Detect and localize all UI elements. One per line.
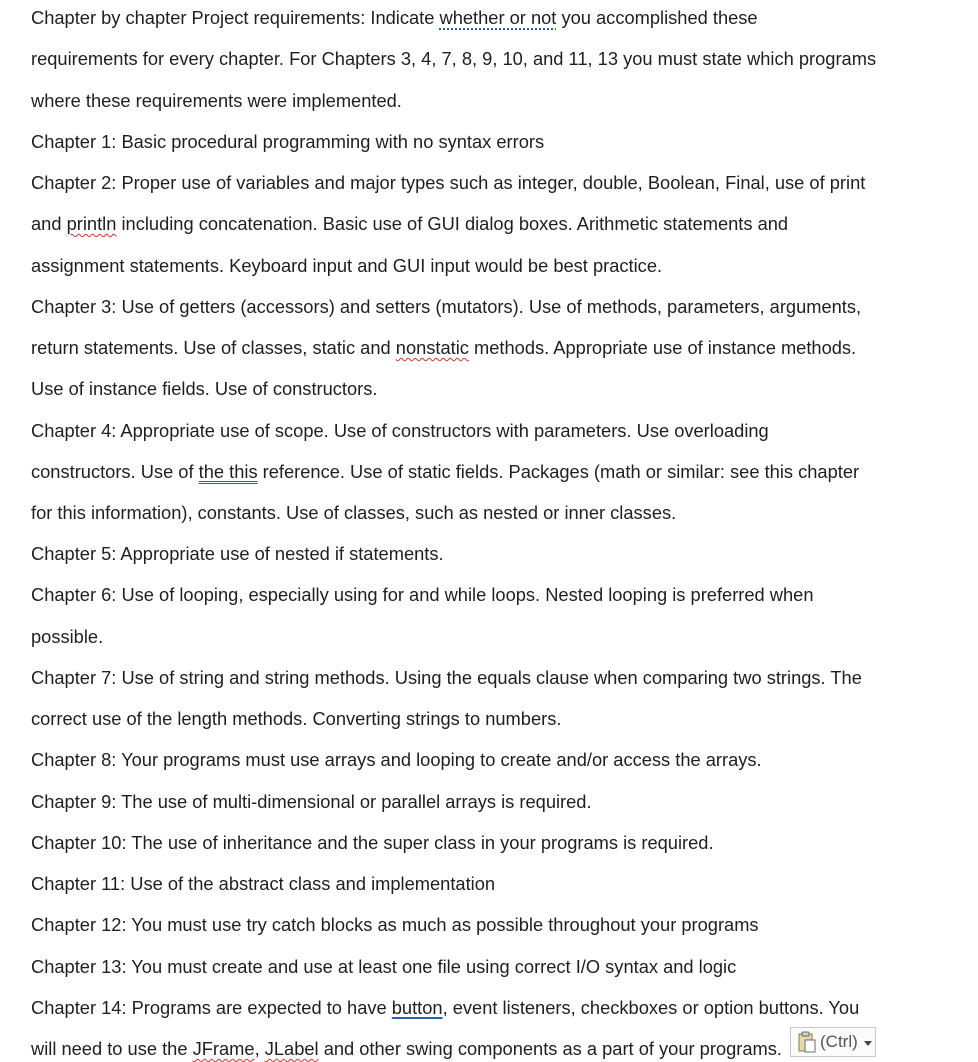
line-8: Chapter 3: Use of getters (accessors) and setters (mutators). Use of methods, parameters, arguments, xyxy=(31,296,862,317)
line-6 xyxy=(31,211,788,237)
text-run: , event listeners, checkboxes or option buttons. You xyxy=(442,997,860,1018)
line-7: assignment statements. Keyboard input and GUI input would be best practice. xyxy=(31,255,663,276)
line-14: Chapter 5: Appropriate use of nested if statements. xyxy=(31,543,444,564)
text-run: and xyxy=(31,213,67,234)
paste-options-label: (Ctrl) xyxy=(820,1032,858,1051)
line-1 xyxy=(31,5,758,31)
text-run: return statements. Use of classes, static and xyxy=(31,337,396,358)
text-run: including concatenation. Basic use of GUI dialog boxes. Arithmetic statements and xyxy=(116,213,789,234)
paste-options-button[interactable] xyxy=(790,1027,876,1057)
grammar-flag-whether-or-not[interactable]: whether or not xyxy=(439,7,557,28)
line-9 xyxy=(31,335,856,361)
line-5: Chapter 2: Proper use of variables and major types such as integer, double, Boolean, Final, use of print xyxy=(31,172,866,193)
line-20: Chapter 9: The use of multi-dimensional or parallel arrays is required. xyxy=(31,791,592,812)
line-3: where these requirements were implemented. xyxy=(31,90,402,111)
text-run: reference. Use of static fields. Packages (math or similar: see this chapter xyxy=(257,461,860,482)
line-16: possible. xyxy=(31,626,104,647)
line-17: Chapter 7: Use of string and string methods. Using the equals clause when comparing two strings. The xyxy=(31,667,862,688)
line-4: Chapter 1: Basic procedural programming with no syntax errors xyxy=(31,131,545,152)
text-run: Chapter 14: Programs are expected to have xyxy=(31,997,392,1018)
line-21: Chapter 10: The use of inheritance and the super class in your programs is required. xyxy=(31,832,714,853)
spelling-flag-jframe[interactable]: JFrame xyxy=(192,1038,255,1059)
text-run: Chapter by chapter Project requirements: Indicate xyxy=(31,7,440,28)
spelling-flag-jlabel[interactable]: JLabel xyxy=(264,1038,319,1059)
line-22: Chapter 11: Use of the abstract class and implementation xyxy=(31,873,496,894)
line-12 xyxy=(31,459,859,485)
text-run: constructors. Use of xyxy=(31,461,199,482)
line-18: correct use of the length methods. Converting strings to numbers. xyxy=(31,708,562,729)
text-run: will need to use the xyxy=(31,1038,193,1059)
chevron-down-icon xyxy=(864,1041,872,1046)
text-run: you accomplished these xyxy=(556,7,758,28)
text-run: and other swing components as a part of your programs. xyxy=(318,1038,782,1059)
line-10: Use of instance fields. Use of constructors. xyxy=(31,378,378,399)
grammar-flag-the-this[interactable]: the this xyxy=(198,461,258,482)
line-26 xyxy=(31,1036,782,1062)
line-25 xyxy=(31,995,859,1021)
spelling-flag-println[interactable]: println xyxy=(66,213,117,234)
line-11: Chapter 4: Appropriate use of scope. Use of constructors with parameters. Use overloading xyxy=(31,420,769,441)
clipboard-icon xyxy=(797,1031,817,1053)
line-2: requirements for every chapter. For Chapters 3, 4, 7, 8, 9, 10, and 11, 13 you must state which programs xyxy=(31,48,877,69)
grammar-flag-button[interactable]: button xyxy=(391,997,443,1018)
text-run: methods. Appropriate use of instance methods. xyxy=(468,337,857,358)
spelling-flag-nonstatic[interactable]: nonstatic xyxy=(395,337,469,358)
line-24: Chapter 13: You must create and use at least one file using correct I/O syntax and logic xyxy=(31,956,737,977)
line-15: Chapter 6: Use of looping, especially using for and while loops. Nested looping is preferred when xyxy=(31,584,814,605)
text-run: , xyxy=(254,1038,265,1059)
line-13: for this information), constants. Use of classes, such as nested or inner classes. xyxy=(31,502,677,523)
line-23: Chapter 12: You must use try catch blocks as much as possible throughout your programs xyxy=(31,914,759,935)
line-19: Chapter 8: Your programs must use arrays and looping to create and/or access the arrays. xyxy=(31,749,762,770)
